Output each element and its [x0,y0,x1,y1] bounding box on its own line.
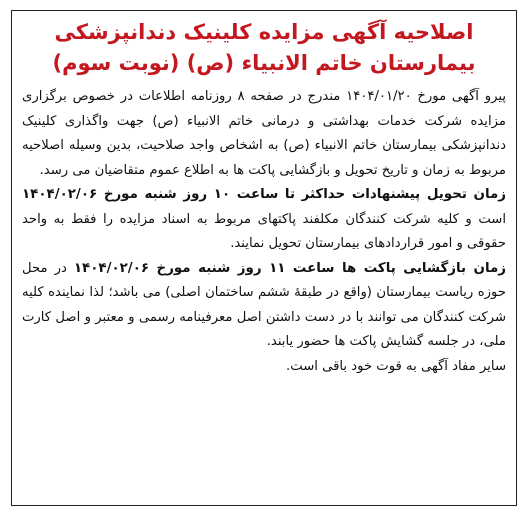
title-line-1: اصلاحیه آگهی مزایده کلینیک دندانپزشکی [54,20,474,44]
delivery-heading: زمان تحویل پیشنهادات حداکثر تا ساعت ۱۰ روز شنبه مورخ ۱۴۰۴/۰۲/۰۶ [22,187,507,202]
title-line-2: بیمارستان خاتم الانبیاء (ص) (نوبت سوم) [52,51,476,75]
notice-box [11,10,517,506]
notice-title [22,17,506,79]
opening-text: در محل حوزه ریاست بیمارستان (واقع در طبقهٔ ششم ساختمان اصلی) می باشد؛ لذا نماینده کلیه شرکت کنندگان می توانند با در دست داشتن اصل معرفینامه رسمی و معتبر و اصل کارت ملی، در جلسه گشایش پاکت ها حضور یابند. [22,260,506,349]
intro-paragraph: پیرو آگهی مورخ ۱۴۰۴/۰۱/۲۰ مندرج در صفحه ۸ روزنامه اطلاعات در خصوص برگزاری مزایده شرکت خدمات بهداشتی و درمانی خاتم الانبیاء (ص) جهت واگذاری کلینیک دندانپزشکی بیمارستان خاتم الانبیاء (ص) به اشخاص واجد صلاحیت، بدین وسیله اصلاحیه مربوط به زمان و تاریخ تحویل و بازگشایی پاکت ها به اطلاع عموم متقاضیان می رسد. [22,89,506,178]
closing-line: سایر مفاد آگهی به قوت خود باقی است. [286,358,506,374]
opening-paragraph [22,257,506,355]
delivery-paragraph [22,183,506,257]
opening-heading: زمان بازگشایی پاکت ها ساعت ۱۱ روز شنبه مورخ ۱۴۰۴/۰۲/۰۶ [73,260,507,276]
delivery-text: است و کلیه شرکت کنندگان مکلفند پاکتهای مربوط به اسناد مزایده را فقط به واحد حقوقی و امور قراردادهای بیمارستان تحویل نمایند. [22,211,506,251]
